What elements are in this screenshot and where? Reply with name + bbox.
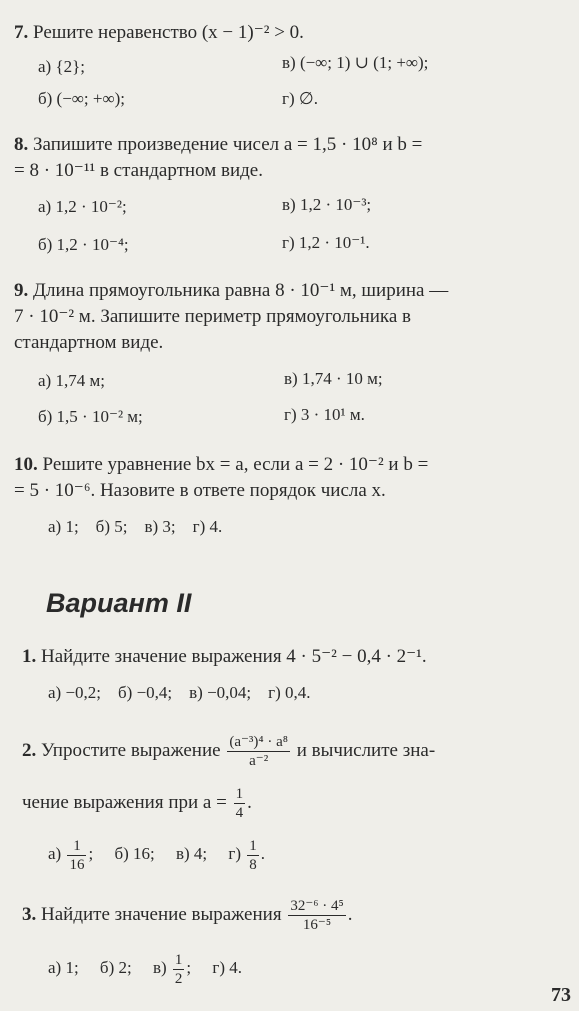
question-2-line2: чение выражения при a = $\frac{1}{4}$ . bbox=[22, 786, 252, 822]
problem-number: 8. bbox=[14, 134, 29, 155]
a-value-fraction bbox=[234, 785, 246, 822]
q2-ans-g-num: 1 bbox=[249, 837, 257, 854]
problem-8 bbox=[14, 132, 569, 184]
q3-ans-v-fraction bbox=[173, 951, 185, 988]
fraction-denominator: a⁻² bbox=[249, 753, 269, 770]
p10-answers: а) 1; б) 5; в) 3; г) 4. bbox=[48, 517, 223, 536]
q2-ans-a-den: 16 bbox=[69, 856, 85, 873]
q2-ans-a-label: а) bbox=[48, 844, 62, 863]
problem-9-line1: 9. Длина прямоугольника равна 8 · 10⁻¹ м, ширина — bbox=[14, 280, 449, 301]
problem-8-line1: 8. Запишите произведение чисел a = 1,5 · 10⁸ и b = bbox=[14, 134, 423, 155]
p8-answer-b: б) 1,2 · 10⁻⁴; bbox=[38, 235, 129, 254]
q2-ans-a-num: 1 bbox=[67, 837, 86, 856]
variant-heading: Вариант II bbox=[46, 588, 192, 618]
problem-10-line2: = 5 · 10⁻⁶. Назовите в ответе порядок числа x. bbox=[14, 480, 386, 501]
p9-answer-g: г) 3 · 10¹ м. bbox=[284, 405, 365, 424]
q3-fraction-den: 16⁻⁵ bbox=[302, 917, 332, 934]
problem-7-text: 7. Решите неравенство (x − 1)⁻² > 0. bbox=[14, 22, 304, 43]
q2-ans-g-den: 8 bbox=[249, 856, 257, 873]
q1-answers: а) −0,2; б) −0,4; в) −0,04; г) 0,4. bbox=[48, 683, 311, 702]
a-value-den: 4 bbox=[235, 805, 244, 822]
p9-answer-a: а) 1,74 м; bbox=[38, 371, 105, 390]
question-2 bbox=[22, 728, 577, 774]
problem-9 bbox=[14, 278, 569, 356]
p7-answer-b: б) (−∞; +∞); bbox=[38, 89, 125, 108]
page-number: 73 bbox=[551, 984, 571, 1006]
fraction-numerator: (a⁻³)⁴ · a⁸ bbox=[229, 734, 289, 751]
problem-number: 7. bbox=[14, 22, 29, 43]
question-2-fraction bbox=[227, 733, 290, 770]
a-value-num: 1 bbox=[235, 786, 244, 803]
q2-answers: а) $\frac{1}{16}$ ; б) 16; в) 4; г) $\frac{1}{8}$ . bbox=[48, 837, 266, 873]
question-1 bbox=[22, 644, 577, 670]
question-3: 3. Найдите значение выражения $\frac{\text{32⁻⁶ · 4⁵}}{\text{16⁻⁵}}$ . bbox=[22, 898, 353, 934]
problem-number: 3. bbox=[22, 904, 37, 925]
q3-ans-g: ; г) 4. bbox=[186, 958, 243, 977]
problem-number: 2. bbox=[22, 740, 37, 761]
p8-answer-v: в) 1,2 · 10⁻³; bbox=[282, 195, 372, 214]
q3-fraction-num: 32⁻⁶ · 4⁵ bbox=[290, 898, 344, 915]
question-2-line2-text: чение выражения при a = bbox=[22, 792, 227, 813]
p7-answer-v: в) (−∞; 1) ∪ (1; +∞); bbox=[282, 53, 429, 72]
problem-number: 1. bbox=[22, 646, 37, 667]
question-1-text: 1. Найдите значение выражения 4 · 5⁻² − 0,4 · 2⁻¹. bbox=[22, 646, 427, 667]
problem-9-line2: 7 · 10⁻² м. Запишите периметр прямоугольника в bbox=[14, 306, 412, 327]
problem-number: 9. bbox=[14, 280, 29, 301]
q2-ans-g-fraction bbox=[247, 837, 259, 874]
p7-answer-a: а) {2}; bbox=[38, 57, 85, 76]
p8-answer-g: г) 1,2 · 10⁻¹. bbox=[282, 233, 370, 252]
q2-ans-rest: ; б) 16; в) 4; г) bbox=[88, 844, 242, 863]
problem-number: 10. bbox=[14, 454, 38, 475]
p9-answer-b: б) 1,5 · 10⁻² м; bbox=[38, 407, 143, 426]
q3-ans-v-den: 2 bbox=[174, 970, 183, 987]
p7-answer-g: г) ∅. bbox=[282, 89, 318, 108]
q3-ans-ab: а) 1; б) 2; в) bbox=[48, 958, 167, 977]
question-3-fraction bbox=[288, 897, 345, 934]
question-2-prefix: 2. Упростите выражение bbox=[22, 740, 221, 761]
p9-answer-v: в) 1,74 · 10 м; bbox=[284, 369, 383, 388]
question-3-prefix: 3. Найдите значение выражения bbox=[22, 904, 282, 925]
p8-answer-a: а) 1,2 · 10⁻²; bbox=[38, 197, 127, 216]
problem-7 bbox=[14, 20, 569, 46]
q3-answers bbox=[48, 948, 242, 988]
question-2-suffix: и вычислите зна- bbox=[296, 740, 436, 761]
problem-8-line2: = 8 · 10⁻¹¹ в стандартном виде. bbox=[14, 160, 263, 181]
problem-9-line3: стандартном виде. bbox=[14, 332, 164, 353]
problem-10 bbox=[14, 452, 569, 504]
problem-10-line1: 10. Решите уравнение bx = a, если a = 2 · 10⁻² и b = bbox=[14, 454, 429, 475]
q2-ans-a-fraction bbox=[67, 837, 86, 874]
q3-ans-v-num: 1 bbox=[174, 951, 183, 968]
